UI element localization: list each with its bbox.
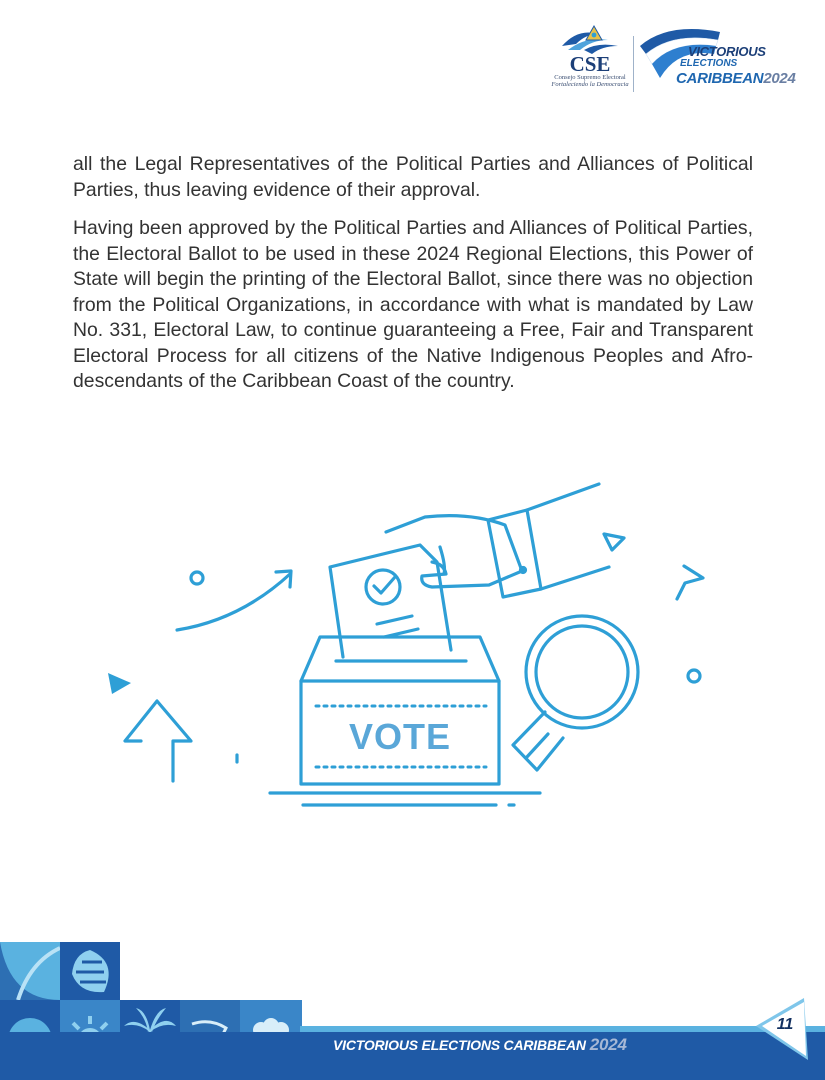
logo-word-caribbean — [676, 70, 795, 87]
footer-title — [333, 1034, 627, 1056]
cse-full-name: Consejo Supremo Electoral — [554, 74, 626, 81]
footer-year: 2024 — [589, 1035, 627, 1054]
magnifying-glass-icon — [526, 616, 638, 728]
victorious-elections-logo — [638, 24, 813, 96]
body-text — [73, 152, 753, 408]
logo-word-elections: ELECTIONS — [680, 58, 738, 69]
up-arrow-icon — [125, 701, 191, 781]
filled-triangle-icon — [108, 673, 131, 694]
logo-year: 2024 — [763, 70, 796, 87]
deco-circle-left — [191, 572, 203, 584]
triangle-outline-icon — [604, 534, 624, 550]
logo-word-victorious: VICTORIOUS — [688, 44, 766, 59]
logo-word-caribbean-text: CARIBBEAN — [676, 70, 764, 87]
voting-illustration — [100, 475, 720, 825]
logo-divider — [633, 36, 634, 92]
cse-abbreviation: CSE — [569, 52, 611, 76]
ballot-box-top — [301, 637, 499, 681]
zigzag-icon — [677, 566, 703, 599]
hand-icon — [386, 516, 522, 587]
check-circle-icon — [366, 570, 400, 604]
page-number: 11 — [776, 1016, 794, 1033]
footer-title-text: VICTORIOUS ELECTIONS CARIBBEAN — [333, 1037, 586, 1053]
paragraph-1: all the Legal Representatives of the Political Parties and Alliances of Political Parties, thus leaving evidence of their approval. — [73, 153, 753, 201]
cse-emblem-icon — [558, 22, 622, 56]
deco-circle-right — [688, 670, 700, 682]
cse-tagline: Fortaleciendo la Democracia — [551, 81, 629, 88]
paragraph-2: Having been approved by the Political Parties and Alliances of Political Parties, the Electoral Ballot to be used in these 2024 Regional Elections, this Power of State will begin the printing of the Electoral Ballot, since there was no objection from the Political Organizations, in accordance with what is mandated by Law No. 331, Electoral Law, to continue guaranteeing a Free, Fair and Transparent Electoral Process for all citizens of the Native Indigenous Peoples and Afro-descendants of the Caribbean Coast of the country. — [73, 217, 753, 392]
cse-logo — [550, 22, 630, 94]
vote-label: VOTE — [348, 716, 452, 757]
